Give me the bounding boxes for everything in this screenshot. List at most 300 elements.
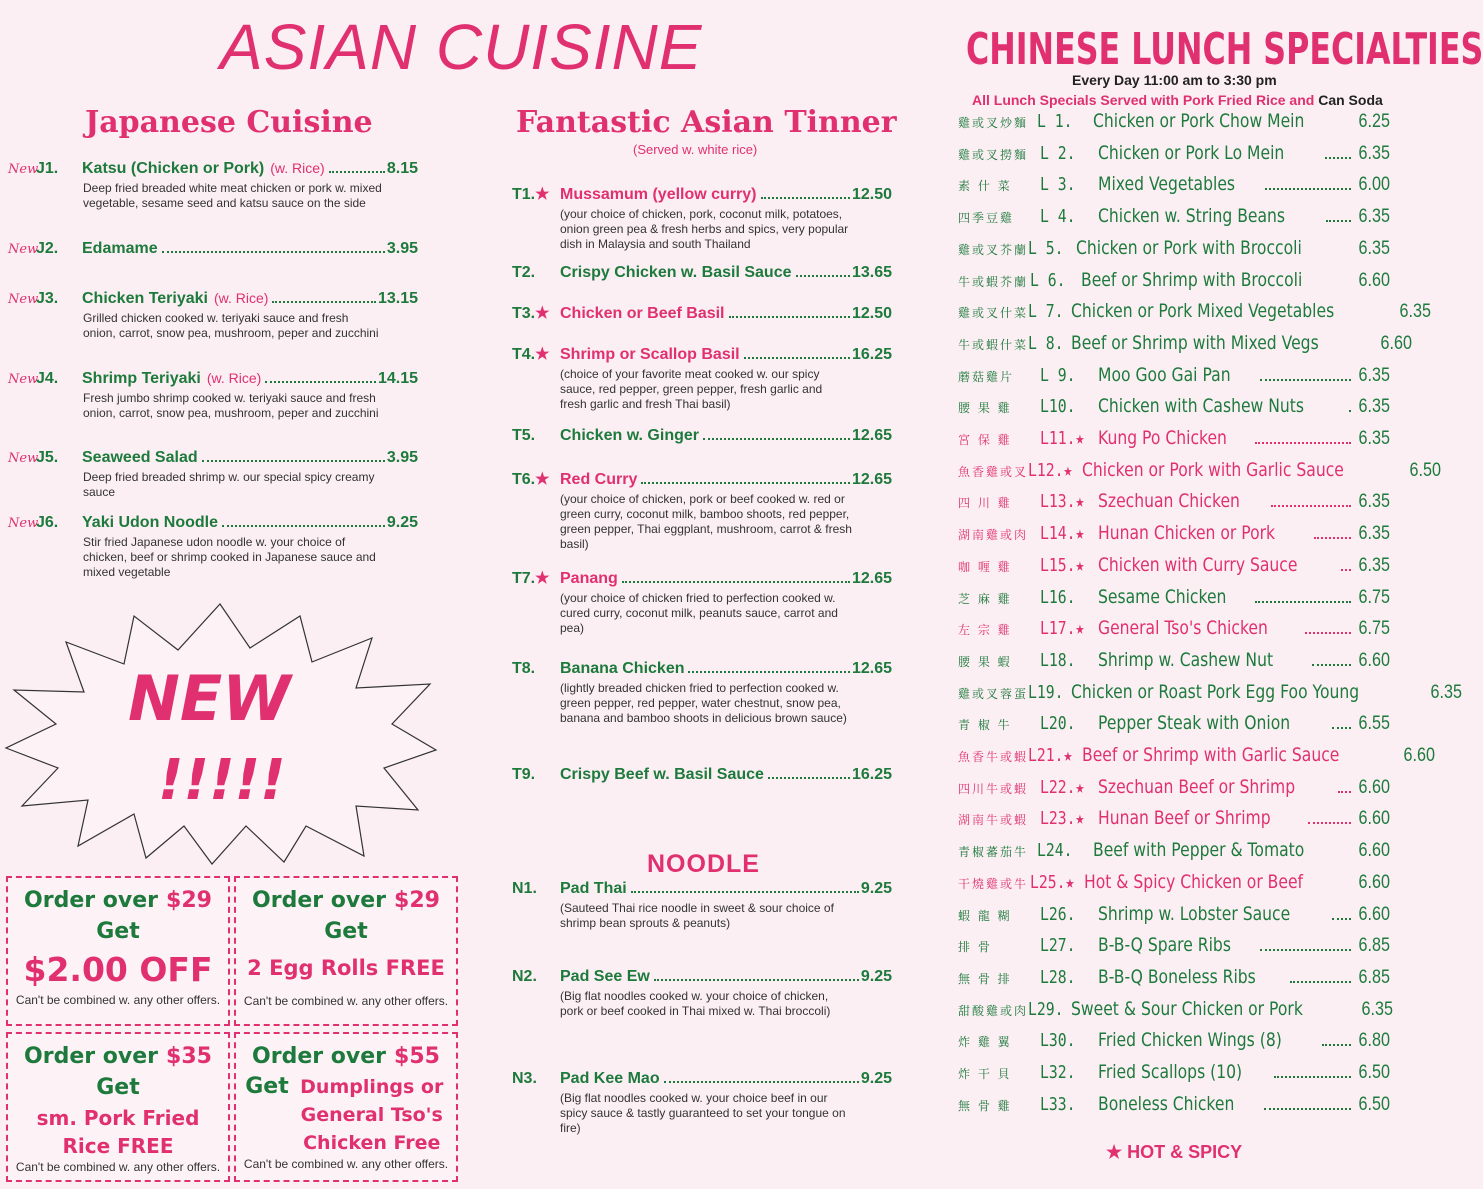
item-description: Fresh jumbo shrimp cooked w. teriyaki sauce and fresh onion, carrot, snow pea, mushroom, peper and zucchini [83, 391, 379, 420]
item-name: Chicken or Pork Mixed Vegetables [1071, 300, 1335, 323]
item-code [1040, 174, 1088, 195]
item-chinese-name: 咖 喱 雞 [958, 559, 1012, 574]
menu-item-row [512, 264, 892, 282]
dot-leader [1271, 505, 1351, 507]
dot-leader [1260, 379, 1351, 381]
item-price: 16.25 [851, 766, 892, 783]
lunch-item[interactable] [958, 712, 1390, 742]
dot-leader [1290, 981, 1351, 983]
lunch-item[interactable] [958, 966, 1390, 996]
star-icon: ★ [1075, 776, 1085, 798]
star-icon: ★ [1065, 871, 1075, 893]
item-code-text: L 2. [1040, 142, 1076, 164]
coupon-fine-print: Can't be combined w. any other offers. [243, 1157, 449, 1171]
dot-leader [162, 251, 385, 253]
dot-leader [761, 197, 850, 199]
item-code-text: L22. [1040, 776, 1076, 798]
item-code [1028, 333, 1064, 354]
item-code-text: L11. [1040, 428, 1076, 449]
item-code [1040, 1094, 1088, 1115]
item-code-text: T8. [512, 660, 536, 677]
item-chinese-name: 無 骨 雞 [958, 1098, 1012, 1113]
menu-item[interactable] [8, 290, 418, 341]
lunch-item[interactable] [958, 934, 1390, 964]
dot-leader [1341, 569, 1351, 571]
item-price: 6.60 [1403, 745, 1436, 766]
lunch-item[interactable] [958, 871, 1390, 901]
dot-leader [1255, 601, 1351, 603]
lunch-item[interactable] [958, 395, 1390, 425]
item-name: Beef or Shrimp with Mixed Vegs [1071, 331, 1320, 354]
item-chinese-name: 素 什 菜 [958, 179, 1012, 194]
menu-item-row [512, 344, 892, 364]
item-code [1040, 143, 1088, 164]
menu-item[interactable] [512, 766, 892, 784]
item-chinese-name: 牛或蝦什菜 [958, 337, 1029, 352]
menu-item[interactable] [512, 1070, 892, 1136]
item-chinese-name: 青椒蕃茄牛 [958, 845, 1029, 860]
item-code-text: T2. [512, 264, 536, 281]
item-name: Shrimp or Scallop Basil [560, 346, 740, 363]
item-code: N1. [512, 880, 537, 897]
menu-item[interactable] [512, 184, 892, 252]
coupon-29-off[interactable] [6, 876, 230, 1026]
item-price: 13.65 [851, 264, 892, 281]
item-name: Pad Kee Mao [560, 1070, 660, 1087]
item-name: B-B-Q Boneless Ribs [1098, 965, 1256, 988]
item-code: J3. [36, 290, 59, 307]
item-price: 16.25 [851, 346, 892, 363]
menu-item[interactable] [512, 880, 892, 931]
coupon-amount: $29 [166, 888, 212, 913]
item-price: 6.60 [1358, 269, 1390, 291]
item-name: Pepper Steak with Onion [1098, 712, 1291, 735]
exclaim-text: !!!!! [158, 748, 286, 813]
item-chinese-name: 腰 果 雞 [958, 401, 1012, 416]
coupon-get-label: Get [324, 919, 368, 944]
item-name: Red Curry [560, 471, 638, 488]
dot-leader [272, 301, 376, 303]
item-price: 9.25 [860, 1070, 892, 1087]
item-code [512, 344, 560, 364]
item-price: 3.95 [386, 240, 418, 257]
item-code-text: T4. [512, 346, 536, 363]
item-name: Szechuan Chicken [1098, 490, 1240, 513]
item-name: Chicken or Beef Basil [560, 305, 725, 322]
item-name: General Tso's Chicken [1098, 617, 1268, 640]
item-code [512, 568, 560, 588]
item-code [1040, 365, 1088, 386]
item-price: 6.85 [1358, 935, 1390, 957]
item-description: (your choice of chicken, pork or beef cooked w. red or green curry, coconut milk, bamboo shoots, red pepper, green pepper, Thai eggplant, mushroom, carrot & fresh basil) [560, 492, 852, 551]
menu-item[interactable] [512, 344, 892, 412]
item-code [1040, 1062, 1088, 1083]
coupon-order-label: Order over [252, 1044, 387, 1069]
menu-item-row [512, 1070, 892, 1088]
lunch-item[interactable] [958, 839, 1390, 869]
item-code-text: T7. [512, 570, 536, 587]
item-price: 14.15 [377, 370, 418, 387]
item-code-text: L 9. [1040, 364, 1076, 386]
item-name: Yaki Udon Noodle [82, 514, 219, 531]
lunch-item[interactable] [958, 237, 1390, 267]
lunch-heading: CHINESE LUNCH SPECIALTIES [966, 24, 1483, 75]
lunch-item[interactable] [958, 490, 1390, 520]
new-badge: New [8, 292, 39, 307]
star-icon: ★ [1075, 618, 1085, 640]
menu-item[interactable] [8, 240, 418, 258]
dot-leader [1265, 188, 1351, 190]
item-name: Shrimp w. Lobster Sauce [1098, 902, 1291, 925]
dot-leader [1338, 791, 1351, 793]
item-name: Shrimp Teriyaki [82, 370, 201, 387]
menu-item-row [512, 303, 892, 323]
item-name: Beef or Shrimp with Garlic Sauce [1082, 744, 1340, 766]
item-chinese-name: 四川牛或蝦 [958, 781, 1029, 796]
star-icon: ★ [535, 570, 550, 587]
item-code: J4. [36, 370, 59, 387]
item-chinese-name: 四季豆雞 [958, 211, 1015, 226]
lunch-item[interactable] [958, 997, 1394, 1028]
item-name: Sesame Chicken [1098, 585, 1227, 608]
menu-item-row [8, 160, 418, 178]
tinner-heading: Fantastic Asian Tinner [516, 105, 897, 140]
item-code [1040, 904, 1088, 925]
item-code-text: T9. [512, 766, 536, 783]
item-code [1040, 523, 1088, 544]
dot-leader [744, 357, 850, 359]
item-chinese-name: 湖南雞或肉 [958, 528, 1029, 543]
item-price: 9.25 [860, 968, 892, 985]
item-code [1028, 999, 1064, 1020]
item-code-text: L24. [1037, 840, 1073, 862]
item-price: 6.60 [1358, 649, 1390, 671]
item-code: J2. [36, 240, 59, 257]
item-code: J5. [36, 449, 59, 466]
lunch-item[interactable] [958, 554, 1390, 584]
item-price: 6.80 [1358, 1030, 1390, 1052]
menu-item[interactable] [8, 370, 418, 421]
coupon-offer: Dumplings or General Tso's Chicken Free [300, 1076, 444, 1154]
item-code-text: L16. [1040, 586, 1076, 608]
item-chinese-name: 腰 果 蝦 [958, 654, 1012, 669]
menu-item[interactable] [512, 264, 892, 282]
item-price: 6.60 [1358, 808, 1390, 830]
item-code-text: L15. [1040, 554, 1076, 576]
item-code [512, 184, 560, 204]
item-description: Deep fried breaded shrimp w. our special spicy creamy sauce [83, 470, 375, 499]
star-icon: ★ [535, 471, 550, 488]
new-badge: New [8, 162, 39, 177]
item-chinese-name: 芝 麻 雞 [958, 591, 1012, 606]
menu-item[interactable] [512, 968, 892, 1019]
item-price: 12.50 [851, 186, 892, 203]
item-name: Mixed Vegetables [1098, 173, 1236, 196]
item-chinese-name: 甜酸雞或肉 [958, 1003, 1029, 1018]
item-code [1037, 111, 1083, 132]
dot-leader [1305, 632, 1351, 634]
item-name: Banana Chicken [560, 660, 685, 677]
item-price: 9.25 [386, 514, 418, 531]
item-code-text: L19. [1028, 681, 1064, 703]
lunch-item[interactable] [958, 364, 1390, 394]
item-note: (w. Rice) [206, 370, 262, 386]
item-name: Szechuan Beef or Shrimp [1098, 775, 1296, 798]
coupon-get-label: Get [96, 1075, 140, 1100]
lunch-item[interactable] [958, 173, 1390, 203]
star-icon: ★ [535, 346, 550, 363]
coupon-get-label: Get [245, 1074, 289, 1099]
dot-leader [1349, 410, 1351, 412]
new-text: NEW [128, 662, 291, 735]
item-code-text: L10. [1040, 396, 1076, 418]
item-code [1040, 491, 1088, 512]
item-name: Crispy Chicken w. Basil Sauce [560, 264, 792, 281]
coupon-order-label: Order over [252, 888, 387, 913]
dot-leader [265, 381, 376, 383]
dot-leader [1332, 918, 1351, 920]
menu-item-row [512, 469, 892, 489]
menu-item-row [512, 427, 892, 445]
dot-leader [622, 581, 850, 583]
item-price: 12.65 [851, 570, 892, 587]
dot-leader [1255, 442, 1351, 444]
item-name: Moo Goo Gai Pan [1098, 363, 1231, 386]
item-price: 6.35 [1358, 396, 1390, 418]
japanese-heading: Japanese Cuisine [85, 105, 373, 140]
tinner-subheading: (Served w. white rice) [633, 142, 758, 157]
lunch-item[interactable] [958, 1029, 1390, 1059]
item-name: Katsu (Chicken or Pork) [82, 160, 265, 177]
lunch-item[interactable] [958, 586, 1390, 616]
item-code-text: T3. [512, 305, 536, 322]
item-price: 6.60 [1358, 776, 1390, 798]
item-code-text: L28. [1040, 966, 1076, 988]
hot-spicy-legend: ★ HOT & SPICY [1106, 1142, 1243, 1162]
coupon-order-label: Order over [24, 888, 159, 913]
item-code [1040, 587, 1088, 608]
item-price: 6.60 [1358, 871, 1390, 893]
coupon-29-egg-rolls[interactable] [234, 876, 458, 1026]
lunch-item[interactable] [958, 1061, 1390, 1091]
item-description: Deep fried breaded white meat chicken or pork w. mixed vegetable, sesame seed and katsu sauce on the side [83, 181, 382, 210]
item-description: (Big flat noodles cooked w. your choice of chicken, pork or beef cooked in Thai mixed w. Thai broccoli) [560, 989, 831, 1018]
item-price: 3.95 [386, 449, 418, 466]
menu-item-row [8, 514, 418, 532]
item-code-text: T5. [512, 427, 536, 444]
item-code [512, 469, 560, 489]
item-code: J6. [36, 514, 59, 531]
item-price: 6.35 [1361, 998, 1394, 1020]
coupon-35-fried-rice[interactable] [6, 1032, 230, 1182]
dot-leader [1325, 157, 1351, 159]
item-price: 12.65 [851, 427, 892, 444]
item-price: 6.60 [1380, 332, 1413, 354]
lunch-item[interactable] [958, 744, 1436, 774]
dot-leader [1308, 822, 1351, 824]
coupon-55-dumplings[interactable] [234, 1032, 458, 1182]
star-icon: ★ [535, 186, 550, 203]
menu-item-row [8, 290, 418, 308]
item-price: 6.35 [1358, 554, 1390, 576]
star-icon: ★ [1063, 459, 1073, 481]
item-price: 6.00 [1358, 174, 1390, 196]
item-chinese-name: 雞或叉芥蘭 [958, 242, 1029, 257]
item-code [512, 264, 560, 282]
item-chinese-name: 左 宗 雞 [958, 623, 1012, 638]
lunch-served-suffix: Can Soda [1318, 92, 1383, 108]
item-code-text: L18. [1040, 649, 1076, 671]
lunch-item[interactable] [958, 205, 1390, 235]
item-price: 6.35 [1358, 206, 1390, 228]
menu-item-row [512, 184, 892, 204]
lunch-item[interactable] [958, 458, 1441, 489]
lunch-item[interactable] [958, 680, 1462, 711]
dot-leader [1264, 1108, 1351, 1110]
coupon-amount: $29 [394, 888, 440, 913]
item-name: Pad See Ew [560, 968, 650, 985]
item-chinese-name: 蘑菇雞片 [958, 369, 1015, 384]
item-name: Chicken or Roast Pork Egg Foo Young [1071, 680, 1360, 703]
lunch-item[interactable] [958, 142, 1390, 172]
item-price: 6.35 [1358, 364, 1390, 386]
page-title: ASIAN CUISINE [220, 11, 703, 83]
item-chinese-name: 雞或叉什菜 [958, 306, 1029, 321]
item-price: 6.35 [1399, 301, 1432, 323]
item-code [1030, 872, 1074, 893]
item-code [1040, 428, 1088, 449]
item-chinese-name: 青 椒 牛 [958, 718, 1012, 733]
menu-item[interactable] [512, 303, 892, 323]
item-name: Shrimp w. Cashew Nut [1098, 648, 1274, 671]
star-icon: ★ [1075, 523, 1085, 545]
lunch-item[interactable] [958, 903, 1390, 933]
menu-item[interactable] [512, 568, 892, 636]
item-name: Hunan Chicken or Pork [1098, 522, 1276, 545]
lunch-item[interactable] [958, 522, 1390, 552]
star-icon: ★ [535, 305, 550, 322]
coupon-offer: $2.00 OFF [23, 950, 213, 989]
item-name: Beef with Pepper & Tomato [1093, 839, 1305, 862]
item-name: Hot & Spicy Chicken or Beef [1083, 870, 1303, 893]
item-code [1030, 270, 1072, 291]
item-description: (Big flat noodles cooked w. your choice beef in our spicy sauce & tastly guaranteed to set your tongue on fire) [560, 1091, 846, 1135]
item-code-text: T6. [512, 471, 536, 488]
menu-item-row [8, 370, 418, 388]
item-code [512, 766, 560, 784]
item-price: 12.65 [851, 660, 892, 677]
menu-item[interactable] [8, 449, 418, 500]
menu-item-row [512, 968, 892, 986]
item-code: J1. [36, 160, 59, 177]
item-price: 6.35 [1430, 681, 1462, 703]
item-code [1040, 206, 1088, 227]
item-name: Chicken or Pork Lo Mein [1098, 141, 1285, 164]
lunch-item[interactable] [958, 776, 1390, 806]
menu-item-row [8, 449, 418, 467]
item-code-text: L30. [1040, 1030, 1076, 1052]
dot-leader [222, 525, 385, 527]
item-price: 6.35 [1358, 237, 1390, 259]
item-price: 13.15 [377, 290, 418, 307]
lunch-item[interactable] [958, 807, 1390, 837]
lunch-hours: Every Day 11:00 am to 3:30 pm [1072, 72, 1277, 88]
item-code [1040, 935, 1088, 956]
item-code-text: L17. [1040, 618, 1076, 640]
item-code-text: L32. [1040, 1062, 1076, 1083]
item-description: (your choice of chicken fried to perfection cooked w. cured curry, coconut milk, peanuts sauce, carrot and pea) [560, 591, 838, 635]
lunch-item[interactable] [958, 1093, 1390, 1123]
lunch-item[interactable] [958, 427, 1390, 457]
item-code-text: L25. [1029, 871, 1066, 893]
lunch-item[interactable] [958, 617, 1390, 647]
item-name: Chicken w. Ginger [560, 427, 699, 444]
star-icon: ★ [1075, 554, 1085, 576]
item-code [1028, 301, 1064, 322]
lunch-item[interactable] [958, 331, 1413, 362]
item-chinese-name: 宮 保 雞 [958, 433, 1012, 447]
item-code-text: L20. [1040, 713, 1076, 735]
dot-leader [1312, 664, 1352, 666]
menu-item[interactable] [8, 160, 418, 211]
item-description: Grilled chicken cooked w. teriyaki sauce and fresh onion, carrot, snow pea, mushroom, peper and zucchini [83, 311, 379, 340]
new-badge: New [8, 242, 39, 257]
lunch-item[interactable] [958, 110, 1390, 140]
item-chinese-name: 排 骨 [958, 940, 992, 955]
dot-leader [796, 275, 850, 277]
dot-leader [329, 171, 385, 173]
item-name: Fried Chicken Wings (8) [1098, 1029, 1282, 1052]
noodle-heading: NOODLE [647, 850, 760, 878]
item-price: 6.50 [1358, 1093, 1390, 1115]
item-code [1040, 618, 1088, 639]
item-code-text: T1. [512, 186, 536, 203]
item-code-text: L 3. [1040, 174, 1076, 196]
menu-item[interactable] [512, 660, 892, 726]
item-name: Sweet & Sour Chicken or Pork [1071, 997, 1304, 1020]
item-name: Seaweed Salad [82, 449, 198, 466]
dot-leader [664, 1081, 859, 1083]
dot-leader [768, 777, 850, 779]
coupon-fine-print: Can't be combined w. any other offers. [15, 1160, 221, 1174]
item-code-text: L26. [1040, 903, 1076, 925]
item-price: 6.85 [1358, 966, 1390, 988]
item-price: 6.75 [1358, 618, 1390, 640]
item-code [1040, 650, 1088, 671]
menu-item[interactable] [512, 469, 892, 552]
star-icon: ★ [1075, 428, 1085, 449]
item-name: Chicken or Pork with Garlic Sauce [1082, 458, 1345, 481]
menu-item[interactable] [512, 427, 892, 445]
menu-item[interactable] [8, 514, 418, 580]
item-price: 6.35 [1358, 142, 1390, 164]
item-price: 6.35 [1358, 523, 1390, 545]
item-code-text: L13. [1040, 491, 1076, 513]
item-chinese-name: 湖南牛或蝦 [958, 813, 1029, 828]
item-name: Chicken or Pork Chow Mein [1093, 110, 1305, 132]
lunch-item[interactable] [958, 300, 1432, 330]
item-code-text: L27. [1040, 935, 1076, 957]
lunch-item[interactable] [958, 649, 1390, 679]
coupon-amount: $35 [166, 1044, 212, 1069]
item-chinese-name: 雞或叉撈麵 [958, 147, 1029, 162]
coupon-get-label: Get [96, 919, 140, 944]
coupon-fine-print: Can't be combined w. any other offers. [243, 994, 449, 1008]
menu-item-row [512, 880, 892, 898]
lunch-item[interactable] [958, 269, 1390, 299]
menu-item-row [512, 660, 892, 678]
item-code [1040, 555, 1088, 576]
